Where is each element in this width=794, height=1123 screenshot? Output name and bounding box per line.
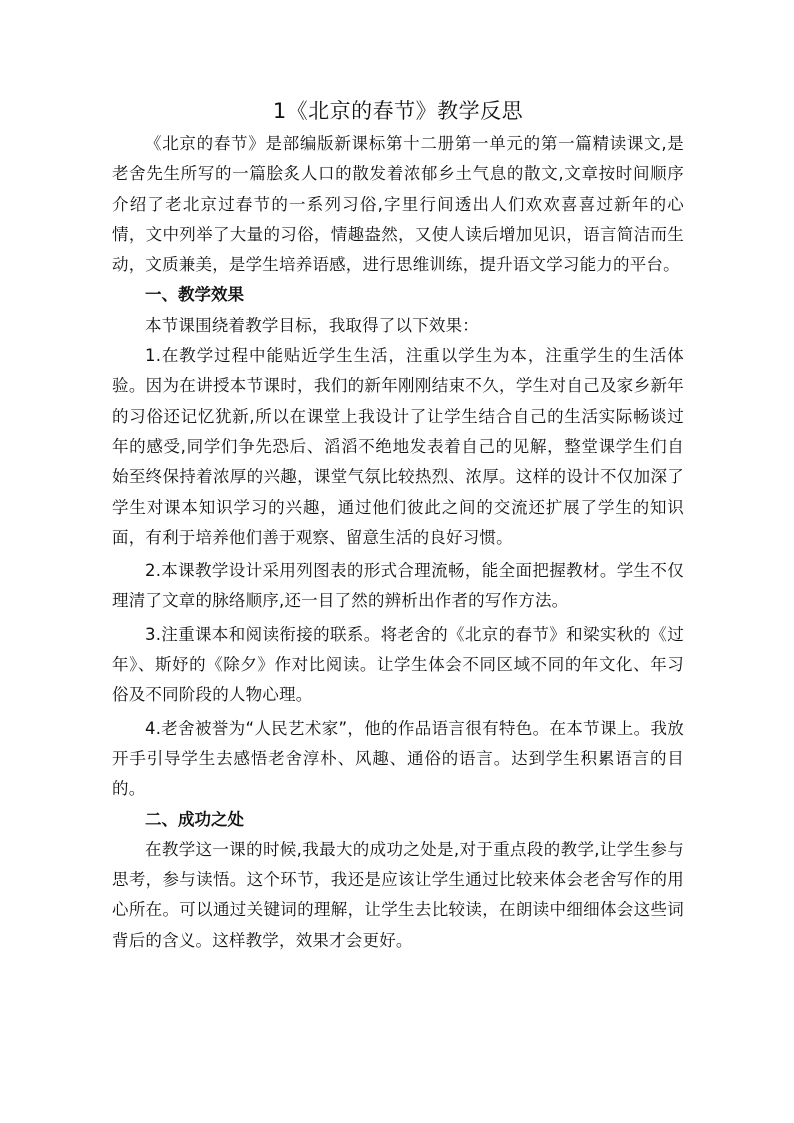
section1-item-2: 2.本课教学设计采用列图表的形式合理流畅，能全面把握教材。学生不仅理清了文章的脉络顺序,还一目了然的辨析出作者的写作方法。 <box>112 561 684 611</box>
section2-paragraph: 在教学这一课的时候,我最大的成功之处是,对于重点段的教学,让学生参与思考，参与读悟。这个环节，我还是应该让学生通过比较来体会老舍写作的用心所在。可以通过关键词的理解，让学生去比较读，在朗读中细细体会这些词背后的含义。这样教学，效果才会更好。 <box>112 839 684 950</box>
section1-item-4: 4.老舍被誉为“人民艺术家”，他的作品语言很有特色。在本节课上。我放开手引导学生去感悟老舍淳朴、风趣、通俗的语言。达到学生积累语言的目的。 <box>112 718 684 799</box>
document-page <box>112 96 684 956</box>
section1-item-1: 1.在教学过程中能贴近学生生活，注重以学生为本，注重学生的生活体验。因为在讲授本节课时，我们的新年刚刚结束不久，学生对自己及家乡新年的习俗还记忆犹新,所以在课堂上我设计了让学生结合自己的生活实际畅谈过年的感受,同学们争先恐后、滔滔不绝地发表着自己的见解，整堂课学生们自始至终保持着浓厚的兴趣，课堂气氛比较热烈、浓厚。这样的设计不仅加深了学生对课本知识学习的兴趣，通过他们彼此之间的交流还扩展了学生的知识面，有利于培养他们善于观察、留意生活的良好习惯。 <box>112 346 684 547</box>
section-heading-successes: 二、成功之处 <box>145 809 244 829</box>
section1-item-3: 3.注重课本和阅读衔接的联系。将老舍的《北京的春节》和梁实秋的《过年》、斯妤的《除夕》作对比阅读。让学生体会不同区域不同的年文化、年习俗及不同阶段的人物心理。 <box>112 624 684 705</box>
section-heading-teaching-effect: 一、教学效果 <box>145 285 244 305</box>
section1-lead-paragraph: 本节课围绕着教学目标，我取得了以下效果： <box>145 315 479 335</box>
document-title: 1《北京的春节》教学反思 <box>272 99 524 123</box>
intro-paragraph: 《北京的春节》是部编版新课标第十二册第一单元的第一篇精读课文,是老舍先生所写的一篇脍炙人口的散发着浓郁乡土气息的散文,文章按时间顺序介绍了老北京过春节的一系列习俗,字里行间透出人们欢欢喜喜过新年的心情，文中列举了大量的习俗，情趣盎然，又使人读后增加见识，语言简洁而生动，文质兼美，是学生培养语感，进行思维训练，提升语文学习能力的平台。 <box>112 134 684 275</box>
